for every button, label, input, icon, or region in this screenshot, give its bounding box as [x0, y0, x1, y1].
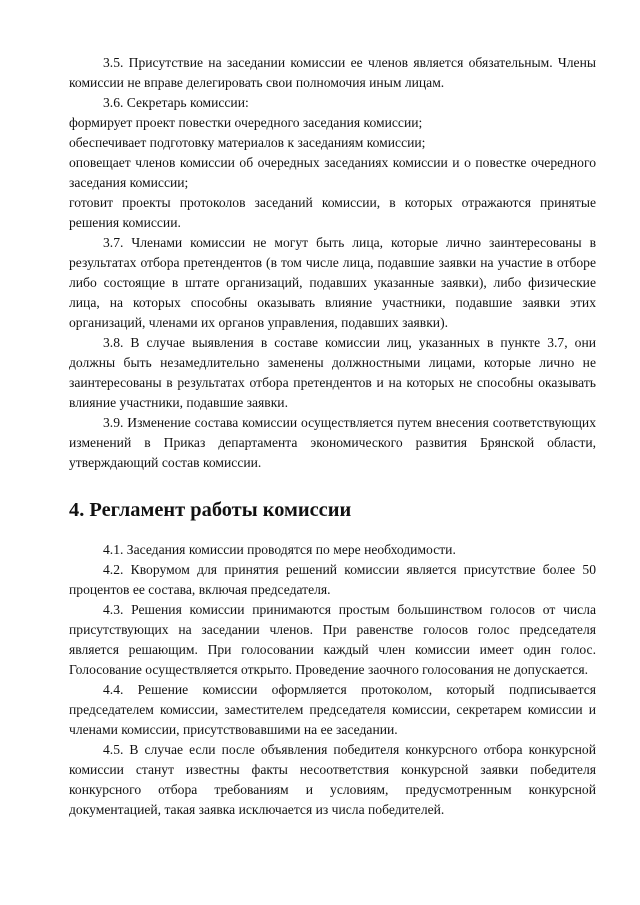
- paragraph-3-6-item: оповещает членов комиссии об очередных заседаниях комиссии и о повестке очередного заседания комиссии;: [69, 155, 596, 190]
- paragraph-4-5: 4.5. В случае если после объявления победителя конкурсного отбора конкурсной комиссии станут известны факты несоответствия конкурсной заявки победителя конкурсного отбора требованиям и условиям, предусмотренным конкурсной документацией, такая заявка исключается из числа победителей.: [69, 742, 596, 817]
- paragraph-4-3: 4.3. Решения комиссии принимаются простым большинством голосов от числа присутствующих на заседании членов. При равенстве голосов голос председателя является решающим. При голосовании каждый член комиссии имеет один голос. Голосование осуществляется открыто. Проведение заочного голосования не допускается.: [69, 602, 596, 677]
- paragraph-3-6-title: 3.6. Секретарь комиссии:: [103, 95, 249, 110]
- paragraph-4-4: 4.4. Решение комиссии оформляется протоколом, который подписывается председателем комиссии, заместителем председателя комиссии, секретарем комиссии и членами комиссии, присутствовавшими на ее заседании.: [69, 682, 596, 737]
- section-4-heading: 4. Регламент работы комиссии: [69, 499, 352, 521]
- paragraph-3-9: 3.9. Изменение состава комиссии осуществляется путем внесения соответствующих изменений в Приказ департамента экономического развития Брянской области, утверждающий состав комиссии.: [69, 415, 596, 470]
- paragraph-4-1: 4.1. Заседания комиссии проводятся по мере необходимости.: [103, 542, 456, 557]
- paragraph-3-7: 3.7. Членами комиссии не могут быть лица, которые лично заинтересованы в результатах отбора претендентов (в том числе лица, подавшие заявки на участие в отборе либо состоящие в штате организаций, подавших указанные заявки), либо физические лица, на которых способны оказывать влияние участники, подавшие заявки этих организаций, членами их органов управления, подавших заявки).: [69, 235, 596, 330]
- paragraph-3-8: 3.8. В случае выявления в составе комиссии лиц, указанных в пункте 3.7, они должны быть незамедлительно заменены должностными лицами, которые лично не заинтересованы в результатах отбора претендентов и на которых не способны оказывать влияние участники, подавшие заявки.: [69, 335, 596, 410]
- paragraph-3-6-item: формирует проект повестки очередного заседания комиссии;: [69, 115, 423, 130]
- paragraph-3-6-item: готовит проекты протоколов заседаний комиссии, в которых отражаются принятые решения комиссии.: [69, 195, 596, 230]
- paragraph-3-5: 3.5. Присутствие на заседании комиссии ее членов является обязательным. Члены комиссии не вправе делегировать свои полномочия иным лицам.: [69, 55, 596, 90]
- paragraph-4-2: 4.2. Кворумом для принятия решений комиссии является присутствие более 50 процентов ее состава, включая председателя.: [69, 562, 596, 597]
- paragraph-3-6-item: обеспечивает подготовку материалов к заседаниям комиссии;: [69, 135, 426, 150]
